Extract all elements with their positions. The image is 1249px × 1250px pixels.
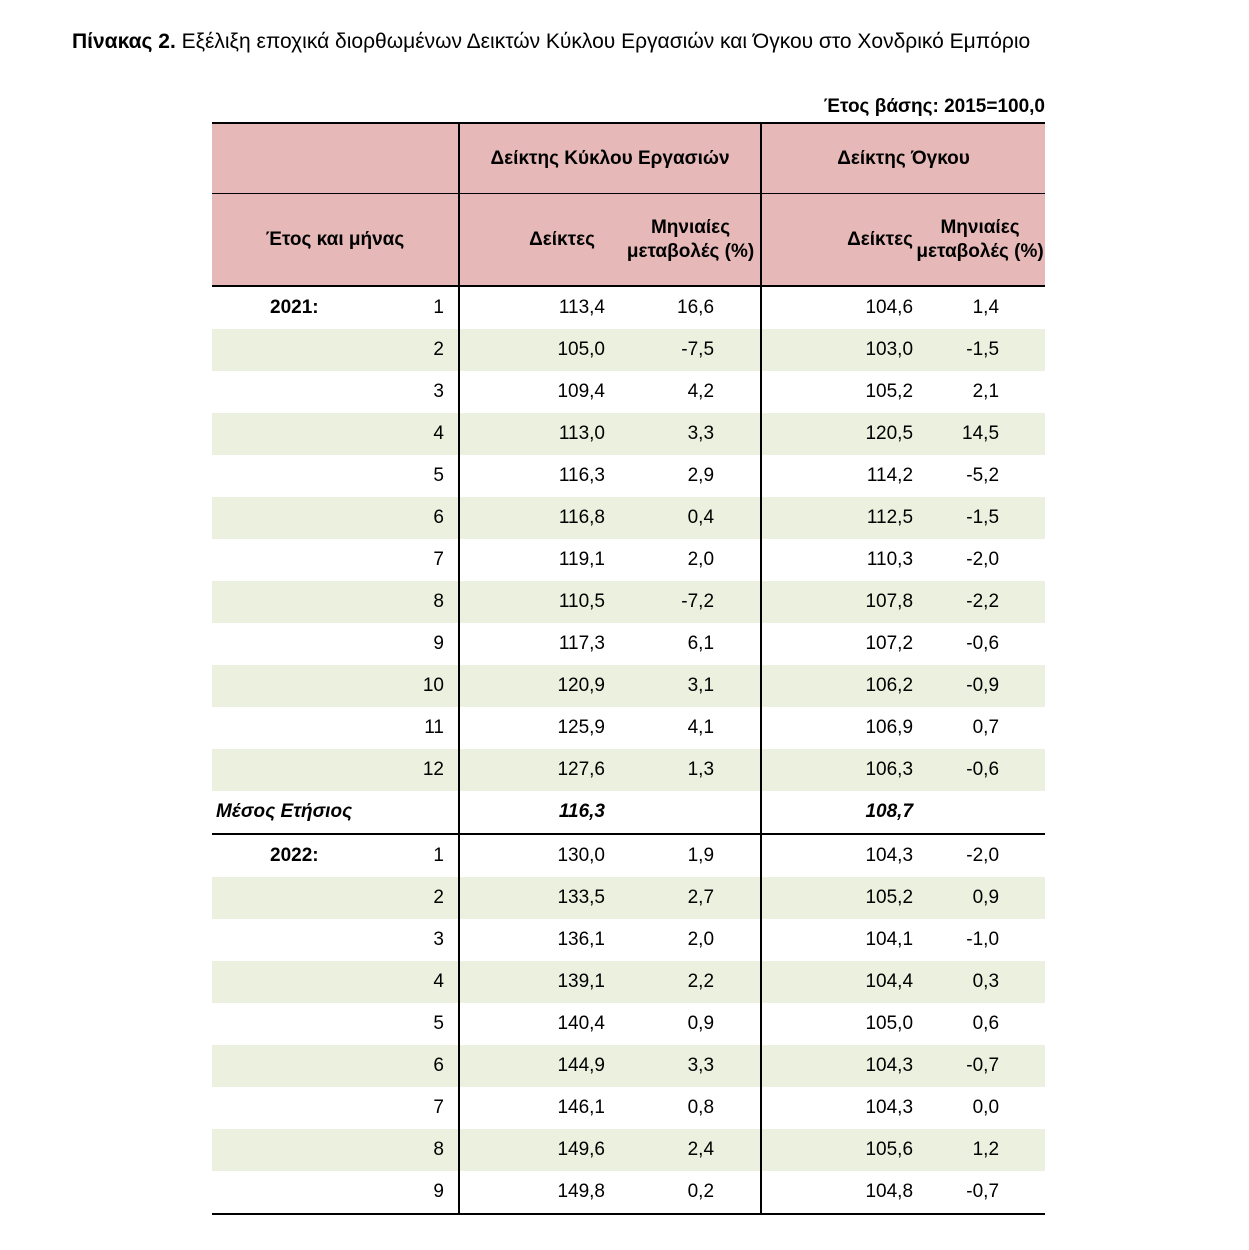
year-cell	[212, 455, 374, 497]
month-cell: 1	[433, 845, 444, 866]
table-row	[212, 1003, 1045, 1045]
volume-change-cell: 1,4	[972, 297, 1000, 318]
year-cell	[212, 413, 374, 455]
month-cell: 3	[433, 381, 444, 402]
turnover-index-cell: 105,0	[459, 329, 621, 371]
turnover-index-cell: 120,9	[459, 665, 621, 707]
volume-index-cell: 114,2	[761, 455, 915, 497]
turnover-index-cell: 149,6	[459, 1129, 621, 1171]
turnover-change-cell: 2,2	[621, 961, 761, 1003]
turnover-change-cell: 2,4	[621, 1129, 761, 1171]
table-row	[212, 413, 1045, 455]
volume-index-cell: 104,6	[761, 286, 915, 329]
table-row	[212, 581, 1045, 623]
turnover-change-cell: 16,6	[677, 297, 715, 318]
turnover-index-cell: 116,3	[459, 455, 621, 497]
turnover-index-cell: 130,0	[459, 834, 621, 877]
turnover-change-cell: 0,9	[687, 1013, 715, 1034]
year-cell: 2021:	[270, 297, 319, 318]
table-row	[212, 919, 1045, 961]
table-row	[212, 1171, 1045, 1214]
volume-change-cell: -0,6	[966, 633, 1000, 654]
turnover-index-cell: 119,1	[459, 539, 621, 581]
volume-change-cell: -1,5	[915, 497, 1045, 539]
volume-group-header: Δείκτης Όγκου	[761, 123, 1045, 194]
volume-index-cell: 104,4	[761, 961, 915, 1003]
table-row	[212, 707, 1045, 749]
year-cell	[212, 623, 374, 665]
turnover-index-cell: 149,8	[459, 1171, 621, 1214]
month-cell: 9	[433, 633, 444, 654]
year-month-header: Έτος και μήνας	[212, 194, 459, 287]
table-row	[212, 623, 1045, 665]
volume-index-cell: 106,9	[761, 707, 915, 749]
volume-index-cell: 112,5	[761, 497, 915, 539]
turnover-change-cell: 4,1	[687, 717, 715, 738]
volume-index-cell: 104,3	[761, 834, 915, 877]
volume-index-cell: 110,3	[761, 539, 915, 581]
volume-index-cell: 107,8	[761, 581, 915, 623]
table-row	[212, 497, 1045, 539]
volume-change-cell: -0,7	[915, 1171, 1045, 1214]
volume-index-cell: 105,2	[761, 877, 915, 919]
turnover-change-header: Μηνιαίες μεταβολές (%)	[621, 194, 761, 287]
month-cell: 10	[374, 665, 459, 707]
month-cell: 2	[374, 329, 459, 371]
table-row	[212, 877, 1045, 919]
annual-average-turnover: 116,3	[459, 791, 621, 834]
year-cell	[212, 749, 374, 791]
turnover-change-cell: 0,4	[621, 497, 761, 539]
volume-change-cell: 0,3	[915, 961, 1045, 1003]
volume-index-cell: 104,3	[761, 1087, 915, 1129]
table-row	[212, 834, 1045, 877]
year-cell	[212, 581, 374, 623]
volume-change-cell: -0,9	[915, 665, 1045, 707]
turnover-change-cell: 0,2	[621, 1171, 761, 1214]
volume-change-cell: -1,0	[966, 929, 1000, 950]
turnover-change-cell: -7,5	[621, 329, 761, 371]
volume-change-cell: -2,0	[966, 845, 1000, 866]
month-cell: 5	[433, 465, 444, 486]
volume-change-cell: -5,2	[966, 465, 1000, 486]
turnover-index-cell: 113,0	[459, 413, 621, 455]
turnover-index-cell: 109,4	[459, 371, 621, 413]
volume-index-cell: 104,8	[761, 1171, 915, 1214]
volume-change-cell: 0,0	[972, 1097, 1000, 1118]
table-row	[212, 455, 1045, 497]
year-cell	[212, 371, 374, 413]
turnover-change-cell: 2,9	[687, 465, 715, 486]
turnover-change-cell: -7,2	[621, 581, 761, 623]
volume-change-cell: -1,5	[915, 329, 1045, 371]
volume-index-cell: 104,1	[761, 919, 915, 961]
month-cell: 2	[374, 877, 459, 919]
month-cell: 11	[424, 717, 444, 738]
table-row	[212, 961, 1045, 1003]
header-blank	[212, 123, 459, 194]
volume-change-cell: 1,2	[915, 1129, 1045, 1171]
base-year-note: Έτος βάσης: 2015=100,0	[823, 96, 1045, 117]
annual-average-volume-change-empty	[915, 791, 1045, 834]
turnover-change-cell: 1,9	[687, 845, 715, 866]
volume-index-cell: 107,2	[761, 623, 915, 665]
year-cell	[212, 877, 374, 919]
turnover-index-cell: 136,1	[459, 919, 621, 961]
year-cell	[212, 1087, 374, 1129]
volume-change-cell: -0,7	[915, 1045, 1045, 1087]
turnover-index-cell: 146,1	[459, 1087, 621, 1129]
turnover-group-header: Δείκτης Κύκλου Εργασιών	[459, 123, 761, 194]
volume-change-cell: 0,6	[972, 1013, 1000, 1034]
turnover-change-cell: 6,1	[687, 633, 715, 654]
volume-change-cell: -2,0	[966, 549, 1000, 570]
table-row	[212, 749, 1045, 791]
turnover-change-cell: 0,8	[687, 1097, 715, 1118]
month-cell: 9	[374, 1171, 459, 1214]
year-cell	[212, 707, 374, 749]
volume-change-cell: 0,9	[915, 877, 1045, 919]
volume-change-cell: 2,1	[972, 381, 1000, 402]
year-cell	[212, 961, 374, 1003]
year-cell	[212, 329, 374, 371]
volume-change-cell: 0,7	[972, 717, 1000, 738]
month-cell: 8	[374, 1129, 459, 1171]
table-row	[212, 329, 1045, 371]
annual-average-label: Μέσος Ετήσιος	[212, 791, 459, 834]
annual-average-volume: 108,7	[761, 791, 915, 834]
turnover-change-cell: 1,3	[621, 749, 761, 791]
year-cell	[212, 1129, 374, 1171]
turnover-index-cell: 116,8	[459, 497, 621, 539]
turnover-change-cell: 3,3	[621, 413, 761, 455]
year-cell	[212, 665, 374, 707]
table-caption: Εξέλιξη εποχικά διορθωμένων Δεικτών Κύκλου Εργασιών και Όγκου στο Χονδρικό Εμπόριο	[181, 30, 1031, 53]
volume-index-cell: 103,0	[761, 329, 915, 371]
volume-index-cell: 106,2	[761, 665, 915, 707]
table-number: Πίνακας 2.	[72, 30, 176, 53]
turnover-index-cell: 113,4	[459, 286, 621, 329]
volume-index-cell: 105,2	[761, 371, 915, 413]
month-cell: 6	[374, 497, 459, 539]
turnover-index-cell: 110,5	[459, 581, 621, 623]
month-cell: 1	[433, 297, 444, 318]
month-cell: 4	[374, 413, 459, 455]
month-cell: 5	[433, 1013, 444, 1034]
month-cell: 4	[374, 961, 459, 1003]
indices-table	[212, 122, 1045, 1215]
table-row	[212, 665, 1045, 707]
volume-change-cell: -2,2	[915, 581, 1045, 623]
turnover-index-cell: 127,6	[459, 749, 621, 791]
volume-index-cell: 104,3	[761, 1045, 915, 1087]
year-cell	[212, 1171, 374, 1214]
year-cell	[212, 919, 374, 961]
month-cell: 3	[433, 929, 444, 950]
turnover-change-cell: 2,7	[621, 877, 761, 919]
table-row	[212, 371, 1045, 413]
table-row	[212, 1087, 1045, 1129]
table-body	[212, 286, 1045, 1214]
volume-change-cell: -0,6	[915, 749, 1045, 791]
volume-index-cell: 105,6	[761, 1129, 915, 1171]
table-row	[212, 539, 1045, 581]
turnover-change-cell: 3,1	[621, 665, 761, 707]
volume-change-cell: 14,5	[915, 413, 1045, 455]
volume-index-cell: 105,0	[761, 1003, 915, 1045]
turnover-index-cell: 140,4	[459, 1003, 621, 1045]
volume-change-header: Μηνιαίες μεταβολές (%)	[915, 194, 1045, 287]
month-cell: 12	[374, 749, 459, 791]
turnover-change-cell: 4,2	[687, 381, 715, 402]
volume-index-header: Δείκτες	[761, 194, 915, 287]
year-cell: 2022:	[270, 845, 319, 866]
annual-average-row	[212, 791, 1045, 834]
turnover-index-cell: 125,9	[459, 707, 621, 749]
turnover-change-cell: 3,3	[621, 1045, 761, 1087]
month-cell: 7	[433, 549, 444, 570]
table-row	[212, 1129, 1045, 1171]
year-cell	[212, 539, 374, 581]
table-row	[212, 1045, 1045, 1087]
turnover-index-cell: 133,5	[459, 877, 621, 919]
annual-average-turnover-change-empty	[621, 791, 761, 834]
turnover-change-cell: 2,0	[687, 549, 715, 570]
year-cell	[212, 1045, 374, 1087]
table-row	[212, 286, 1045, 329]
volume-index-cell: 106,3	[761, 749, 915, 791]
table-title	[72, 30, 1232, 54]
year-cell	[212, 497, 374, 539]
month-cell: 6	[374, 1045, 459, 1087]
month-cell: 8	[374, 581, 459, 623]
turnover-index-cell: 144,9	[459, 1045, 621, 1087]
turnover-index-cell: 139,1	[459, 961, 621, 1003]
turnover-index-header: Δείκτες	[459, 194, 621, 287]
turnover-change-cell: 2,0	[687, 929, 715, 950]
year-cell	[212, 1003, 374, 1045]
month-cell: 7	[433, 1097, 444, 1118]
volume-index-cell: 120,5	[761, 413, 915, 455]
turnover-index-cell: 117,3	[459, 623, 621, 665]
